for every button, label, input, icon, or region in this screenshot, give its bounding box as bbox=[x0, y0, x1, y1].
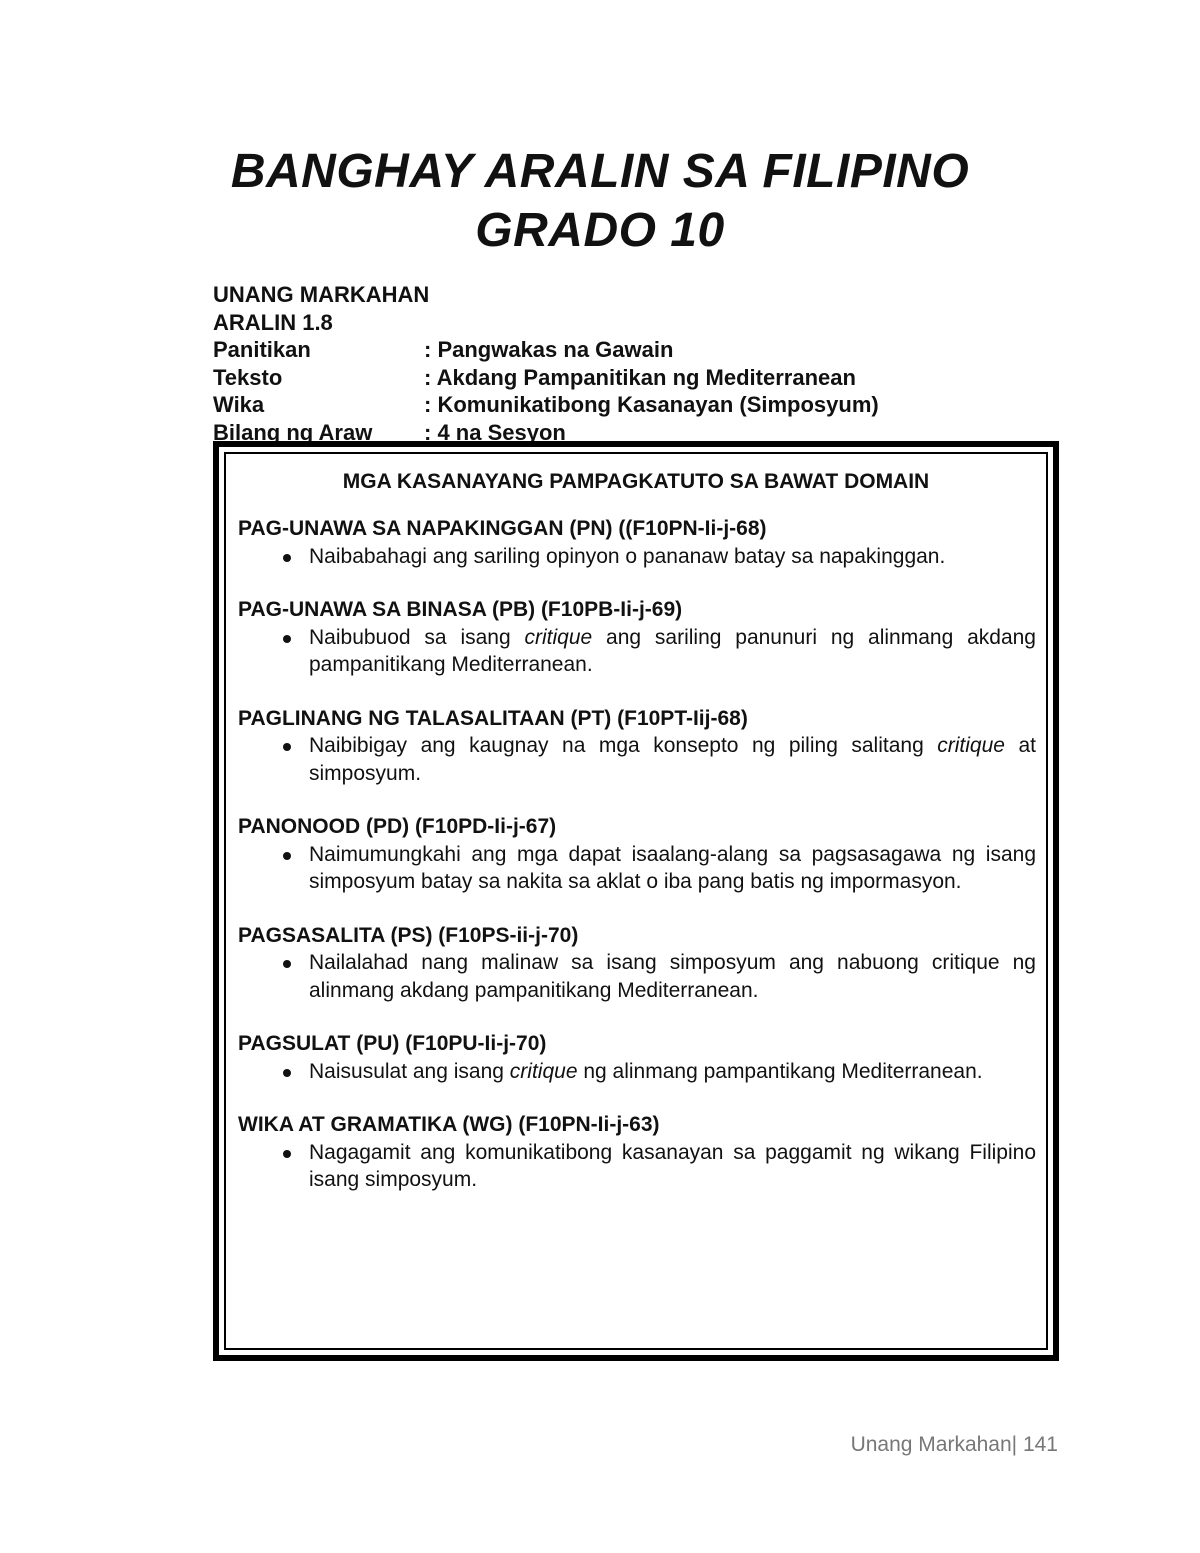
bullet-icon bbox=[283, 554, 291, 562]
domain-heading: PAGSASALITA (PS) (F10PS-ii-j-70) bbox=[238, 923, 579, 947]
page-footer: Unang Markahan| 141 bbox=[850, 1433, 1058, 1456]
lesson-info bbox=[213, 281, 879, 446]
info-value: : 4 na Sesyon bbox=[424, 419, 566, 445]
bullet-icon bbox=[283, 635, 291, 643]
competency-item bbox=[238, 1139, 1036, 1194]
info-label: Bilang ng Araw bbox=[213, 419, 373, 445]
info-value: : Komunikatibong Kasanayan (Simposyum) bbox=[424, 392, 879, 417]
competency-text: Nailalahad nang malinaw sa isang simposyum ang nabuong critique ng alinmang akdang pampanitikang Mediterranean. bbox=[309, 951, 1036, 1002]
domain-heading: PAG-UNAWA SA BINASA (PB) (F10PB-Ii-j-69) bbox=[238, 598, 683, 621]
info-row-wika bbox=[213, 391, 879, 419]
competencies-heading: MGA KASANAYANG PAMPAGKATUTO SA BAWAT DOMAIN bbox=[342, 470, 930, 493]
competency-item bbox=[238, 732, 1036, 787]
bullet-icon bbox=[283, 743, 291, 751]
info-label: Teksto bbox=[213, 364, 283, 390]
lesson-label: ARALIN 1.8 bbox=[213, 309, 333, 335]
domain-pt bbox=[238, 705, 1036, 788]
info-row-teksto bbox=[213, 364, 879, 392]
competency-item bbox=[238, 1058, 1036, 1086]
competency-item bbox=[238, 949, 1036, 1004]
competencies-inner-frame bbox=[224, 452, 1048, 1350]
domain-heading: WIKA AT GRAMATIKA (WG) (F10PN-Ii-j-63) bbox=[238, 1113, 660, 1136]
domain-wg bbox=[238, 1111, 1036, 1194]
domain-pn bbox=[238, 515, 1036, 570]
bullet-icon bbox=[283, 1069, 291, 1077]
competencies-box bbox=[213, 441, 1059, 1361]
domain-list bbox=[238, 515, 1036, 1220]
competency-text: Naibabahagi ang sariling opinyon o pananaw batay sa napakinggan. bbox=[309, 544, 946, 568]
domain-ps bbox=[238, 922, 1036, 1005]
domain-heading: PAGSULAT (PU) (F10PU-Ii-j-70) bbox=[238, 1032, 547, 1055]
competency-text: Naimumungkahi ang mga dapat isaalang-alang sa pagsasagawa ng isang simposyum batay sa nakita sa aklat o iba pang batis ng impormasyon. bbox=[309, 842, 1036, 893]
competency-text: Nagagamit ang komunikatibong kasanayan sa paggamit ng wikang Filipino isang simposyum. bbox=[309, 1140, 1036, 1191]
competency-text: Naibibigay ang kaugnay na mga konsepto ng piling salitang bbox=[309, 734, 938, 757]
domain-heading: PANONOOD (PD) (F10PD-Ii-j-67) bbox=[238, 815, 557, 838]
competency-text-rest: ang sariling panunuri ng alinmang akdang pampanitikang Mediterranean. bbox=[309, 625, 1036, 676]
competency-item bbox=[238, 543, 1036, 571]
bullet-icon bbox=[283, 1150, 291, 1158]
page-title: BANGHAY ARALIN SA FILIPINO bbox=[230, 145, 970, 198]
info-label: Wika bbox=[213, 392, 265, 417]
info-value: : Akdang Pampanitikan ng Mediterranean bbox=[424, 364, 856, 390]
info-row-panitikan bbox=[213, 336, 879, 364]
bullet-icon bbox=[283, 852, 291, 860]
competency-italic: critique bbox=[509, 1059, 578, 1083]
page-subtitle: GRADO 10 bbox=[475, 204, 725, 257]
competency-text: Naibubuod sa isang bbox=[309, 625, 525, 649]
domain-heading: PAG-UNAWA SA NAPAKINGGAN (PN) ((F10PN-Ii-j-68) bbox=[238, 517, 767, 540]
competency-italic: critique bbox=[524, 625, 593, 649]
competency-italic: critique bbox=[937, 734, 1005, 757]
quarter-label: UNANG MARKAHAN bbox=[213, 282, 430, 307]
info-value: : Pangwakas na Gawain bbox=[424, 337, 674, 362]
competency-text: Naisusulat ang isang bbox=[309, 1059, 510, 1083]
info-label: Panitikan bbox=[213, 337, 311, 362]
competency-text-rest: ng alinmang pampantikang Mediterranean. bbox=[577, 1059, 983, 1083]
competency-text-rest: at simposyum. bbox=[309, 734, 1036, 785]
bullet-icon bbox=[283, 960, 291, 968]
domain-pb bbox=[238, 596, 1036, 679]
domain-heading: PAGLINANG NG TALASALITAAN (PT) (F10PT-Iij-68) bbox=[238, 706, 748, 730]
competency-item bbox=[238, 841, 1036, 896]
competency-item bbox=[238, 624, 1036, 679]
domain-pu bbox=[238, 1030, 1036, 1085]
domain-pd bbox=[238, 813, 1036, 896]
